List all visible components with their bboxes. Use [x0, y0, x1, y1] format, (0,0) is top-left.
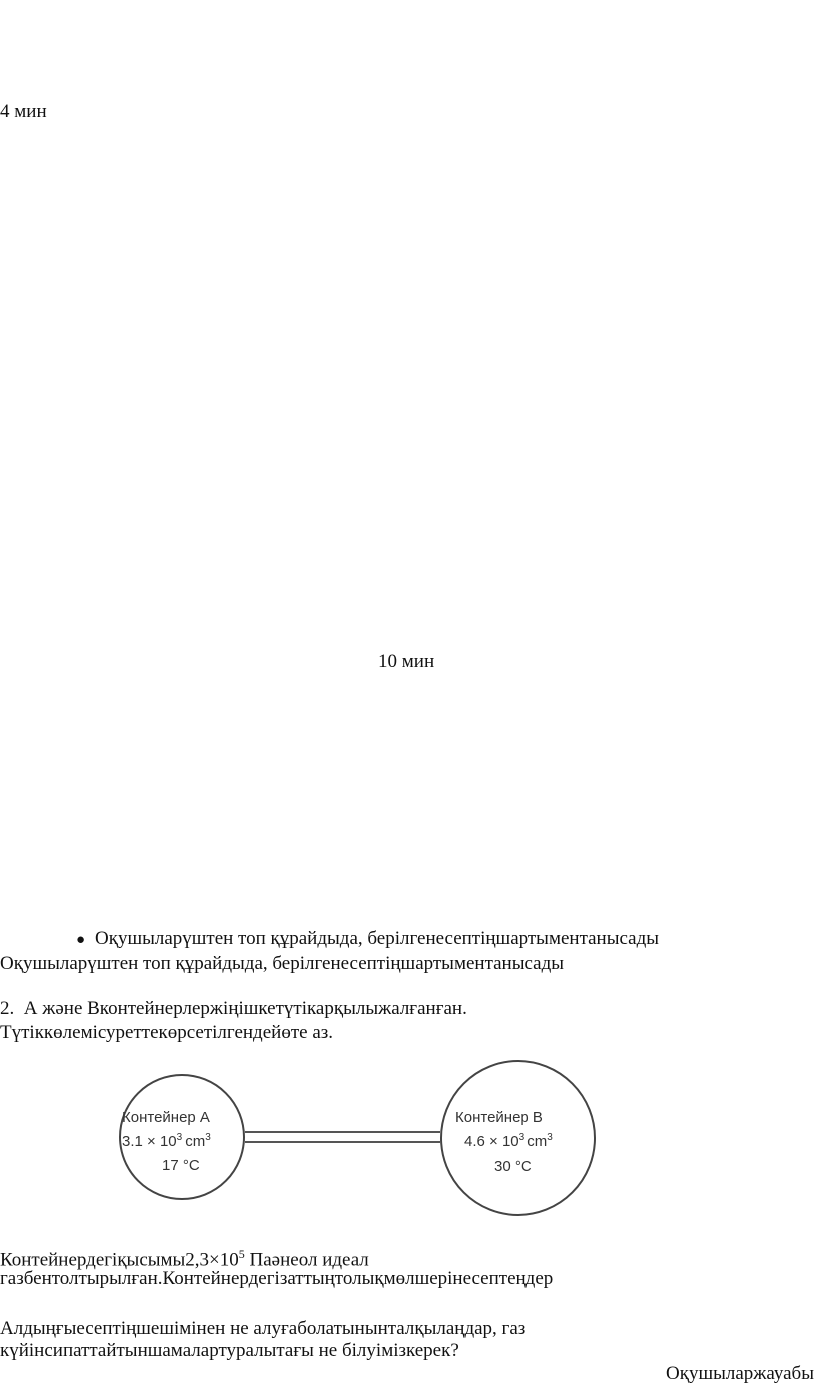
answer-label: Оқушыларжауабы: [666, 1363, 814, 1384]
pressure-line-2: газбентолтырылған.Контейнердегізаттыңтолықмөлшерінесептеңдер: [0, 1268, 554, 1289]
container-b-volume: $4.6 \times 10^3$ $cm^3$: [464, 1132, 553, 1150]
container-a-temperature: 17 °C: [162, 1157, 200, 1174]
task-text-1: А және Вконтейнерлержіңішкетүтікарқылыжалғанған.: [23, 998, 467, 1019]
task-line-2: Түтіккөлемісуреттекөрсетілгендейөте аз.: [0, 1022, 334, 1043]
container-a-name: Контейнер А: [122, 1109, 210, 1126]
time-label-4-min: 4 мин: [0, 101, 47, 122]
connecting-tube: [245, 1132, 440, 1142]
container-a-volume: $3.1 \times 10^3$ $cm^3$: [122, 1132, 211, 1150]
pressure-suffix: Паәнеол идеал: [244, 1249, 369, 1271]
containers-diagram: [110, 1060, 605, 1220]
bullet-item-text: Оқушыларүштен топ құрайдыда, берілгенесептіңшартыментанысады: [95, 928, 659, 949]
question-line-2: күйінсипаттайтыншамалартуралытағы не білуімізкерек?: [0, 1340, 459, 1361]
container-b-temperature: 30 °C: [494, 1158, 532, 1175]
task-number: 2.: [0, 998, 15, 1019]
pressure-prefix: Контейнердегіқысымы2,3×10: [0, 1249, 239, 1271]
question-line-1: Алдыңғыесептіңшешімінен не алуғаболатынынталқылаңдар, газ: [0, 1318, 526, 1339]
task-line-1: [0, 998, 467, 1020]
bullet-icon: ●: [76, 932, 86, 948]
container-b-name: Контейнер В: [455, 1109, 543, 1126]
intro-line: Оқушыларүштен топ құрайдыда, берілгенесептіңшартыментанысады: [0, 953, 564, 974]
time-label-10-min: 10 мин: [378, 651, 435, 672]
pressure-exponent: 5: [238, 1247, 245, 1261]
